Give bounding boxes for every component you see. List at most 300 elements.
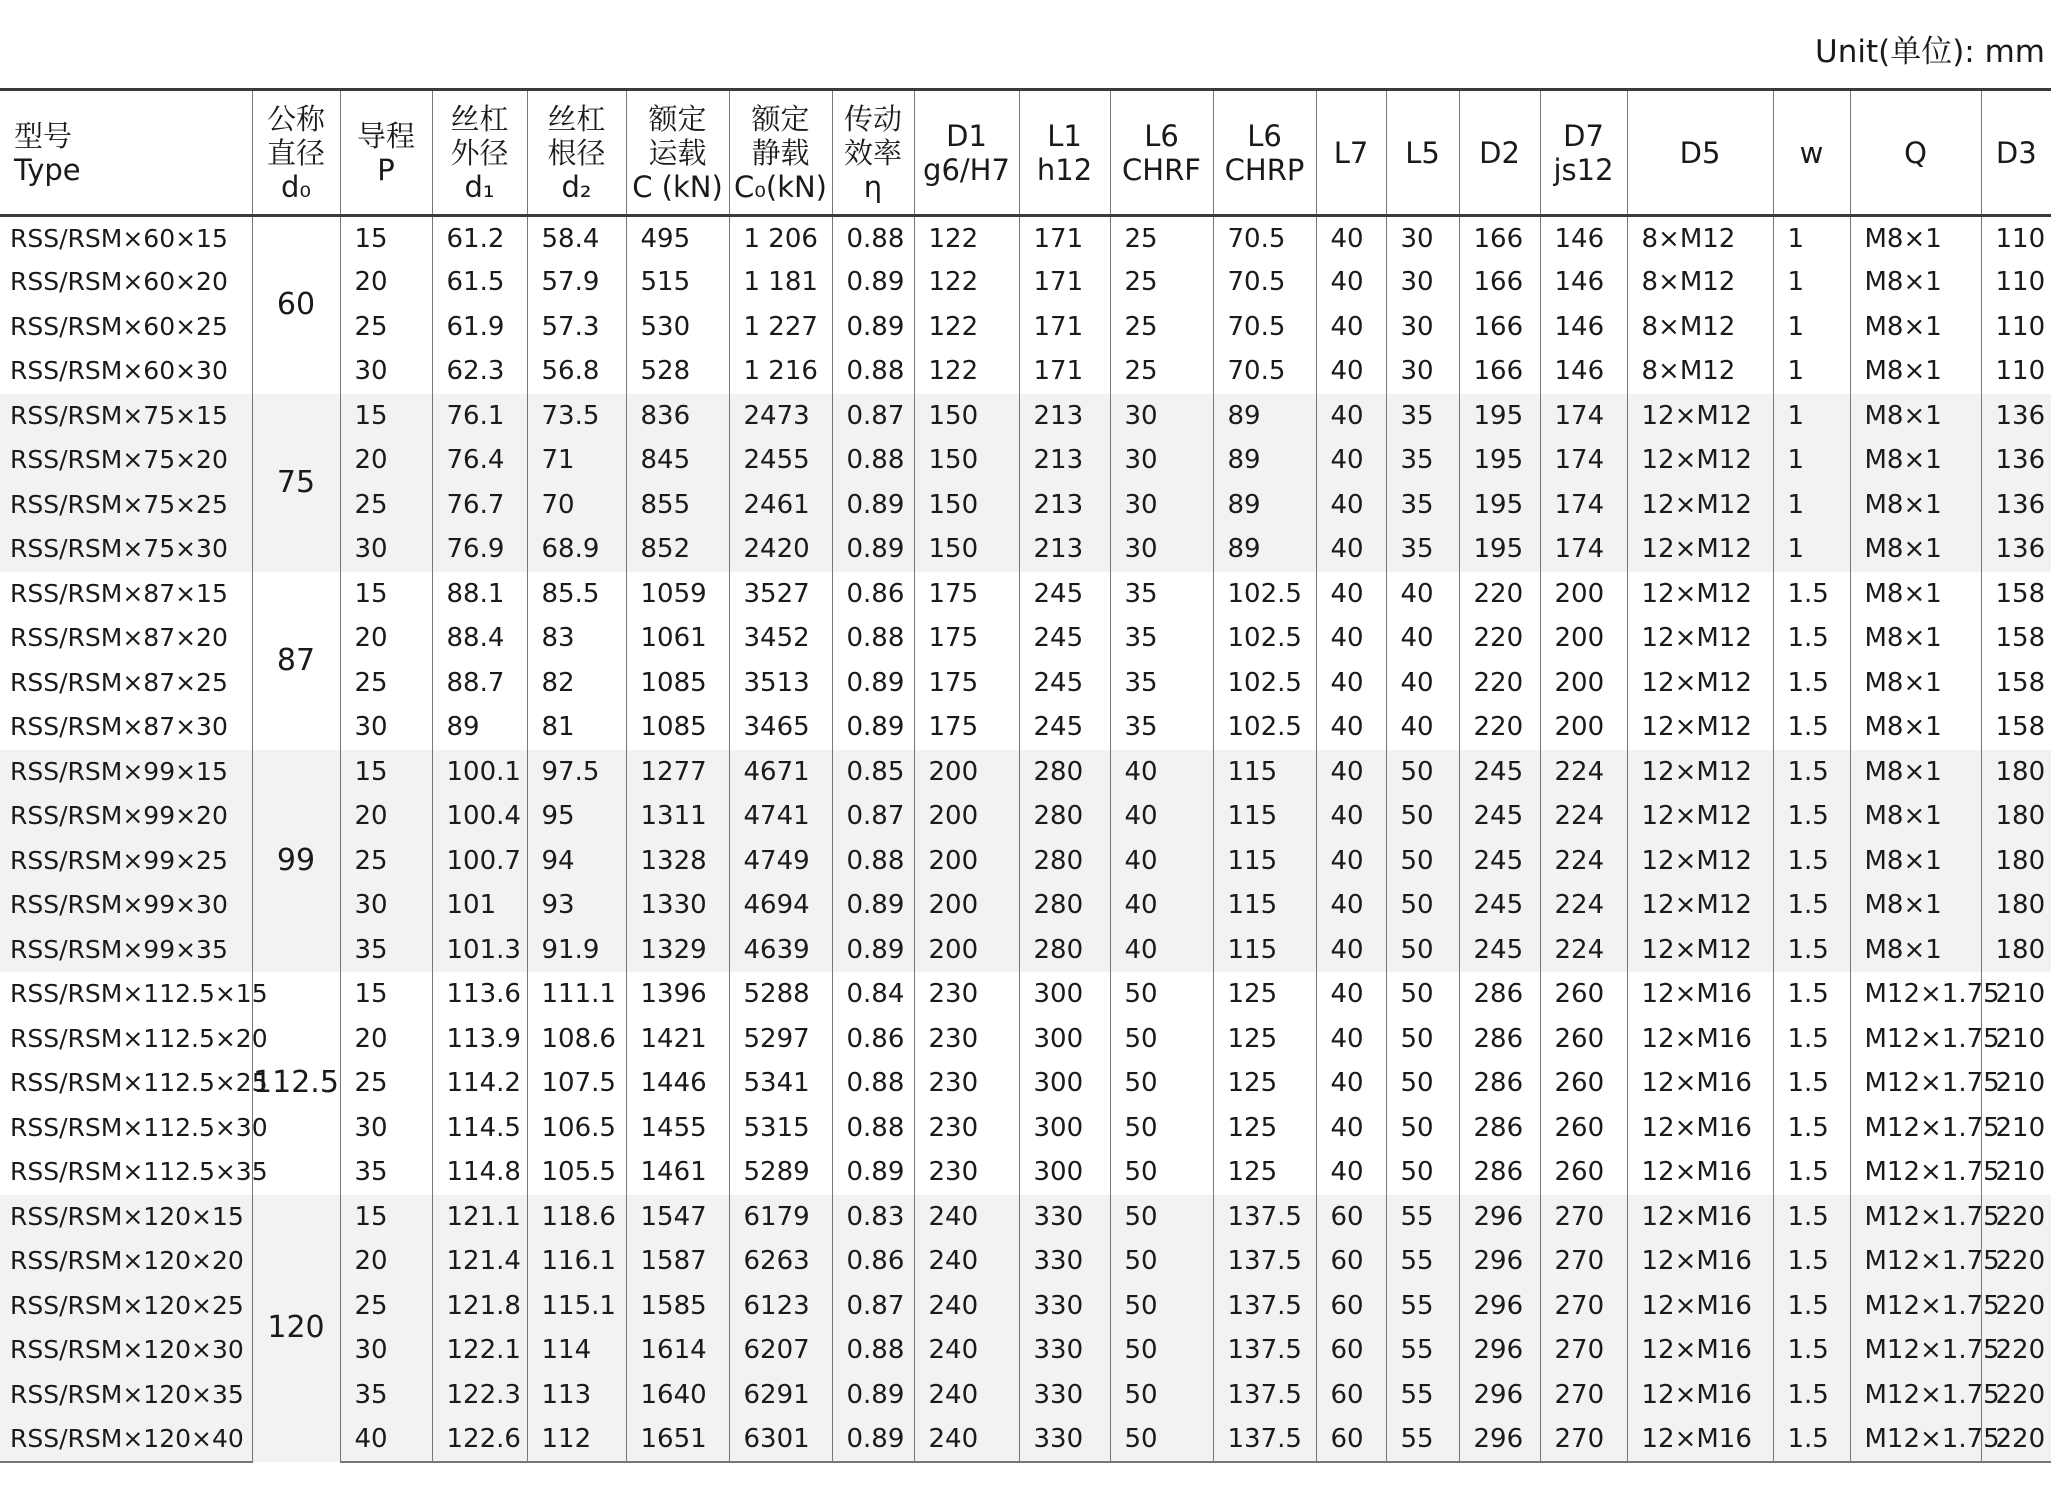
table-cell: 845 xyxy=(626,438,729,483)
table-cell: 61.5 xyxy=(432,260,527,305)
table-cell: 50 xyxy=(1386,1106,1459,1151)
column-header xyxy=(1316,90,1386,216)
table-cell: 89 xyxy=(432,705,527,750)
table-cell: 1329 xyxy=(626,928,729,973)
table-cell: 1 xyxy=(1773,438,1850,483)
table-cell: 286 xyxy=(1459,1150,1540,1195)
table-cell: 1.5 xyxy=(1773,572,1850,617)
table-cell: 1640 xyxy=(626,1373,729,1418)
table-cell: 114.8 xyxy=(432,1150,527,1195)
table-cell: 852 xyxy=(626,527,729,572)
table-cell: 70.5 xyxy=(1213,305,1316,350)
table-cell: 40 xyxy=(1110,750,1213,795)
table-cell: 6207 xyxy=(729,1328,832,1373)
table-cell: 220 xyxy=(1981,1239,2051,1284)
table-cell: 158 xyxy=(1981,616,2051,661)
type-cell: RSS/RSM×112.5×35 xyxy=(0,1150,252,1195)
table-cell: 50 xyxy=(1110,1373,1213,1418)
table-cell: 30 xyxy=(340,1106,432,1151)
type-cell: RSS/RSM×60×25 xyxy=(0,305,252,350)
table-cell: 55 xyxy=(1386,1195,1459,1240)
table-cell: 122 xyxy=(914,216,1019,261)
table-cell: 50 xyxy=(1386,1017,1459,1062)
table-cell: 40 xyxy=(1316,839,1386,884)
table-cell: M8×1 xyxy=(1850,883,1981,928)
table-cell: 200 xyxy=(1540,616,1627,661)
table-cell: 35 xyxy=(1386,438,1459,483)
column-header-line: 丝杠 xyxy=(450,101,509,136)
table-cell: 4741 xyxy=(729,794,832,839)
table-cell: 166 xyxy=(1459,260,1540,305)
table-cell: 30 xyxy=(1110,483,1213,528)
table-cell: 35 xyxy=(1110,705,1213,750)
type-cell: RSS/RSM×120×35 xyxy=(0,1373,252,1418)
table-cell: 280 xyxy=(1019,839,1110,884)
table-cell: 0.89 xyxy=(832,305,914,350)
table-cell: 95 xyxy=(527,794,626,839)
table-cell: 220 xyxy=(1459,572,1540,617)
table-cell: 89 xyxy=(1213,394,1316,439)
type-cell: RSS/RSM×112.5×30 xyxy=(0,1106,252,1151)
table-cell: 0.88 xyxy=(832,216,914,261)
column-header xyxy=(1540,90,1627,216)
table-cell: 40 xyxy=(1316,661,1386,706)
type-cell: RSS/RSM×112.5×15 xyxy=(0,972,252,1017)
table-cell: 40 xyxy=(1316,1017,1386,1062)
table-cell: 12×M16 xyxy=(1627,1239,1773,1284)
table-cell: 515 xyxy=(626,260,729,305)
table-cell: 76.9 xyxy=(432,527,527,572)
table-cell: 180 xyxy=(1981,794,2051,839)
table-cell: 40 xyxy=(1316,1061,1386,1106)
table-cell: 122 xyxy=(914,305,1019,350)
table-cell: 30 xyxy=(340,1328,432,1373)
table-cell: 118.6 xyxy=(527,1195,626,1240)
table-cell: 40 xyxy=(1316,794,1386,839)
table-cell: 1587 xyxy=(626,1239,729,1284)
table-cell: 0.88 xyxy=(832,616,914,661)
table-cell: 50 xyxy=(1386,928,1459,973)
table-cell: 60 xyxy=(1316,1417,1386,1462)
table-cell: 88.7 xyxy=(432,661,527,706)
table-cell: 50 xyxy=(1386,972,1459,1017)
table-cell: M8×1 xyxy=(1850,572,1981,617)
table-cell: 330 xyxy=(1019,1417,1110,1462)
table-cell: 1 xyxy=(1773,527,1850,572)
table-cell: 40 xyxy=(1316,349,1386,394)
column-header-line: d₂ xyxy=(561,169,592,204)
table-cell: 230 xyxy=(914,972,1019,1017)
table-cell: 200 xyxy=(914,794,1019,839)
table-cell: 40 xyxy=(1316,527,1386,572)
table-cell: M12×1.75 xyxy=(1850,1150,1981,1195)
table-cell: 1311 xyxy=(626,794,729,839)
table-cell: 122.3 xyxy=(432,1373,527,1418)
table-row xyxy=(0,216,2051,261)
table-cell: 166 xyxy=(1459,349,1540,394)
table-cell: 114 xyxy=(527,1328,626,1373)
table-cell: 50 xyxy=(1110,972,1213,1017)
table-cell: 70.5 xyxy=(1213,349,1316,394)
column-header xyxy=(626,90,729,216)
table-cell: 1 xyxy=(1773,260,1850,305)
table-cell: 25 xyxy=(340,839,432,884)
table-cell: 113.6 xyxy=(432,972,527,1017)
table-cell: 220 xyxy=(1981,1417,2051,1462)
table-cell: 836 xyxy=(626,394,729,439)
table-cell: 1651 xyxy=(626,1417,729,1462)
table-cell: 8×M12 xyxy=(1627,260,1773,305)
table-cell: 101.3 xyxy=(432,928,527,973)
table-cell: 296 xyxy=(1459,1195,1540,1240)
table-cell: 175 xyxy=(914,616,1019,661)
table-cell: 108.6 xyxy=(527,1017,626,1062)
table-cell: 106.5 xyxy=(527,1106,626,1151)
table-cell: 1.5 xyxy=(1773,1150,1850,1195)
table-cell: 55 xyxy=(1386,1328,1459,1373)
table-cell: 20 xyxy=(340,260,432,305)
table-cell: 0.86 xyxy=(832,572,914,617)
type-cell: RSS/RSM×99×20 xyxy=(0,794,252,839)
table-cell: 1.5 xyxy=(1773,661,1850,706)
table-cell: 12×M12 xyxy=(1627,928,1773,973)
type-cell: RSS/RSM×60×15 xyxy=(0,216,252,261)
column-header-line: C (kN) xyxy=(632,169,723,204)
table-cell: 240 xyxy=(914,1328,1019,1373)
table-cell: 0.89 xyxy=(832,483,914,528)
table-cell: 76.4 xyxy=(432,438,527,483)
table-cell: 260 xyxy=(1540,1017,1627,1062)
table-cell: 495 xyxy=(626,216,729,261)
table-cell: 4749 xyxy=(729,839,832,884)
table-cell: 50 xyxy=(1110,1284,1213,1329)
column-header-line: D1 xyxy=(946,118,987,153)
column-header xyxy=(914,90,1019,216)
table-cell: 50 xyxy=(1110,1017,1213,1062)
table-cell: 213 xyxy=(1019,483,1110,528)
nominal-diameter-cell: 99 xyxy=(252,750,340,973)
table-cell: 296 xyxy=(1459,1284,1540,1329)
table-cell: 55 xyxy=(1386,1417,1459,1462)
column-header xyxy=(1627,90,1773,216)
table-cell: 210 xyxy=(1981,1061,2051,1106)
table-cell: 280 xyxy=(1019,750,1110,795)
table-cell: 0.87 xyxy=(832,794,914,839)
table-row xyxy=(0,750,2051,795)
table-cell: 180 xyxy=(1981,883,2051,928)
table-cell: 296 xyxy=(1459,1373,1540,1418)
table-cell: 1330 xyxy=(626,883,729,928)
table-cell: 137.5 xyxy=(1213,1328,1316,1373)
table-cell: 12×M12 xyxy=(1627,750,1773,795)
table-cell: 12×M16 xyxy=(1627,1328,1773,1373)
table-cell: 1 xyxy=(1773,483,1850,528)
type-cell: RSS/RSM×87×30 xyxy=(0,705,252,750)
table-cell: 115 xyxy=(1213,839,1316,884)
table-cell: 245 xyxy=(1459,750,1540,795)
table-cell: 245 xyxy=(1459,839,1540,884)
table-cell: 0.89 xyxy=(832,1150,914,1195)
table-cell: 280 xyxy=(1019,883,1110,928)
type-cell: RSS/RSM×99×35 xyxy=(0,928,252,973)
table-cell: 224 xyxy=(1540,883,1627,928)
table-cell: 1 206 xyxy=(729,216,832,261)
column-header-line: L5 xyxy=(1405,135,1440,170)
table-cell: 25 xyxy=(340,661,432,706)
table-cell: 2461 xyxy=(729,483,832,528)
column-header xyxy=(1459,90,1540,216)
table-cell: 12×M16 xyxy=(1627,1195,1773,1240)
column-header-line: 型号 xyxy=(14,118,73,153)
table-cell: 125 xyxy=(1213,1150,1316,1195)
column-header-line: D7 xyxy=(1563,118,1604,153)
type-cell: RSS/RSM×99×30 xyxy=(0,883,252,928)
type-cell: RSS/RSM×75×25 xyxy=(0,483,252,528)
table-row xyxy=(0,572,2051,617)
table-cell: 330 xyxy=(1019,1328,1110,1373)
table-cell: 230 xyxy=(914,1061,1019,1106)
table-cell: 300 xyxy=(1019,1106,1110,1151)
table-cell: 25 xyxy=(1110,216,1213,261)
table-cell: 330 xyxy=(1019,1284,1110,1329)
table-cell: 100.1 xyxy=(432,750,527,795)
table-cell: 260 xyxy=(1540,1106,1627,1151)
table-cell: 50 xyxy=(1386,839,1459,884)
table-cell: 286 xyxy=(1459,1017,1540,1062)
table-cell: 200 xyxy=(914,839,1019,884)
table-cell: 115 xyxy=(1213,794,1316,839)
table-cell: 121.8 xyxy=(432,1284,527,1329)
table-cell: 1.5 xyxy=(1773,705,1850,750)
column-header xyxy=(1850,90,1981,216)
column-header-line: 静载 xyxy=(751,135,810,170)
table-cell: 270 xyxy=(1540,1373,1627,1418)
type-cell: RSS/RSM×75×15 xyxy=(0,394,252,439)
table-cell: 220 xyxy=(1981,1284,2051,1329)
table-cell: 174 xyxy=(1540,438,1627,483)
table-cell: 70.5 xyxy=(1213,216,1316,261)
table-cell: 150 xyxy=(914,527,1019,572)
table-cell: 166 xyxy=(1459,305,1540,350)
table-cell: 110 xyxy=(1981,216,2051,261)
table-cell: 113.9 xyxy=(432,1017,527,1062)
column-header xyxy=(729,90,832,216)
table-cell: 40 xyxy=(1316,705,1386,750)
table-cell: 174 xyxy=(1540,527,1627,572)
table-cell: 30 xyxy=(1386,349,1459,394)
table-cell: 1.5 xyxy=(1773,928,1850,973)
table-cell: 40 xyxy=(340,1417,432,1462)
table-cell: 91.9 xyxy=(527,928,626,973)
table-cell: M12×1.75 xyxy=(1850,1373,1981,1418)
table-cell: 296 xyxy=(1459,1239,1540,1284)
table-cell: 1.5 xyxy=(1773,1106,1850,1151)
table-cell: 3452 xyxy=(729,616,832,661)
column-header-line: 额定 xyxy=(751,101,810,136)
table-body xyxy=(0,216,2051,1462)
table-cell: 20 xyxy=(340,1017,432,1062)
table-cell: 30 xyxy=(340,349,432,394)
table-cell: M12×1.75 xyxy=(1850,1017,1981,1062)
table-cell: M12×1.75 xyxy=(1850,1328,1981,1373)
table-cell: 12×M16 xyxy=(1627,1106,1773,1151)
table-cell: 1 xyxy=(1773,216,1850,261)
table-cell: 240 xyxy=(914,1284,1019,1329)
table-cell: 40 xyxy=(1316,572,1386,617)
table-cell: 40 xyxy=(1110,883,1213,928)
table-cell: 136 xyxy=(1981,438,2051,483)
table-cell: 40 xyxy=(1316,750,1386,795)
table-cell: 114.2 xyxy=(432,1061,527,1106)
type-cell: RSS/RSM×120×15 xyxy=(0,1195,252,1240)
column-header xyxy=(1981,90,2051,216)
table-cell: 0.88 xyxy=(832,839,914,884)
table-cell: 260 xyxy=(1540,972,1627,1017)
table-cell: 35 xyxy=(1386,483,1459,528)
table-cell: 30 xyxy=(1386,216,1459,261)
table-cell: 200 xyxy=(1540,572,1627,617)
table-cell: 180 xyxy=(1981,928,2051,973)
table-cell: 0.89 xyxy=(832,260,914,305)
table-cell: 125 xyxy=(1213,1106,1316,1151)
table-cell: 280 xyxy=(1019,928,1110,973)
table-cell: 0.87 xyxy=(832,1284,914,1329)
type-cell: RSS/RSM×87×25 xyxy=(0,661,252,706)
table-cell: 40 xyxy=(1110,794,1213,839)
table-cell: 150 xyxy=(914,438,1019,483)
column-header-line: Type xyxy=(14,152,81,187)
table-cell: 1.5 xyxy=(1773,616,1850,661)
table-cell: 40 xyxy=(1316,216,1386,261)
table-cell: 195 xyxy=(1459,438,1540,483)
table-cell: 245 xyxy=(1459,794,1540,839)
table-cell: 1.5 xyxy=(1773,972,1850,1017)
nominal-diameter-cell: 87 xyxy=(252,572,340,750)
table-cell: 245 xyxy=(1019,616,1110,661)
table-cell: 158 xyxy=(1981,661,2051,706)
column-header-line: 公称 xyxy=(266,101,325,136)
table-cell: 25 xyxy=(1110,305,1213,350)
column-header-line: 丝杠 xyxy=(547,101,606,136)
table-cell: 12×M12 xyxy=(1627,794,1773,839)
table-cell: 1585 xyxy=(626,1284,729,1329)
table-cell: 115 xyxy=(1213,928,1316,973)
table-cell: 12×M16 xyxy=(1627,1150,1773,1195)
table-cell: 60 xyxy=(1316,1195,1386,1240)
table-cell: 0.85 xyxy=(832,750,914,795)
nominal-diameter-cell: 75 xyxy=(252,394,340,572)
table-cell: 1277 xyxy=(626,750,729,795)
table-cell: 137.5 xyxy=(1213,1417,1316,1462)
table-cell: 20 xyxy=(340,1239,432,1284)
table-cell: 220 xyxy=(1459,705,1540,750)
table-cell: 40 xyxy=(1316,616,1386,661)
table-cell: 30 xyxy=(340,883,432,928)
table-cell: 4639 xyxy=(729,928,832,973)
table-cell: 30 xyxy=(340,527,432,572)
table-cell: 224 xyxy=(1540,928,1627,973)
table-cell: 2455 xyxy=(729,438,832,483)
table-cell: 220 xyxy=(1981,1195,2051,1240)
table-cell: 220 xyxy=(1981,1373,2051,1418)
table-cell: 35 xyxy=(340,1150,432,1195)
column-header-line: η xyxy=(863,169,883,204)
table-cell: 158 xyxy=(1981,572,2051,617)
table-cell: 3513 xyxy=(729,661,832,706)
table-cell: 12×M16 xyxy=(1627,1373,1773,1418)
table-cell: M8×1 xyxy=(1850,260,1981,305)
table-cell: 210 xyxy=(1981,972,2051,1017)
table-cell: 213 xyxy=(1019,438,1110,483)
table-cell: 855 xyxy=(626,483,729,528)
type-cell: RSS/RSM×120×30 xyxy=(0,1328,252,1373)
table-cell: 1.5 xyxy=(1773,1284,1850,1329)
table-cell: 0.89 xyxy=(832,928,914,973)
table-cell: 175 xyxy=(914,705,1019,750)
table-cell: 286 xyxy=(1459,1106,1540,1151)
table-cell: 101 xyxy=(432,883,527,928)
table-cell: 136 xyxy=(1981,527,2051,572)
table-cell: 245 xyxy=(1459,883,1540,928)
table-cell: 100.7 xyxy=(432,839,527,884)
table-cell: 114.5 xyxy=(432,1106,527,1151)
table-cell: 50 xyxy=(1110,1195,1213,1240)
table-cell: 40 xyxy=(1386,572,1459,617)
table-cell: 146 xyxy=(1540,349,1627,394)
table-cell: 0.88 xyxy=(832,438,914,483)
table-cell: 35 xyxy=(340,928,432,973)
type-cell: RSS/RSM×112.5×25 xyxy=(0,1061,252,1106)
table-cell: 150 xyxy=(914,483,1019,528)
table-cell: 62.3 xyxy=(432,349,527,394)
table-cell: 296 xyxy=(1459,1417,1540,1462)
table-header xyxy=(0,90,2051,216)
table-cell: 240 xyxy=(914,1195,1019,1240)
table-cell: 0.88 xyxy=(832,349,914,394)
table-cell: 122.6 xyxy=(432,1417,527,1462)
table-cell: 89 xyxy=(1213,483,1316,528)
table-cell: 85.5 xyxy=(527,572,626,617)
table-cell: 0.89 xyxy=(832,527,914,572)
table-cell: 146 xyxy=(1540,216,1627,261)
table-cell: 1 227 xyxy=(729,305,832,350)
table-cell: 180 xyxy=(1981,750,2051,795)
table-cell: 146 xyxy=(1540,305,1627,350)
table-cell: 15 xyxy=(340,972,432,1017)
table-cell: 1.5 xyxy=(1773,883,1850,928)
table-cell: 220 xyxy=(1459,616,1540,661)
table-cell: 240 xyxy=(914,1417,1019,1462)
table-cell: 40 xyxy=(1316,305,1386,350)
table-cell: 158 xyxy=(1981,705,2051,750)
table-row xyxy=(0,972,2051,1017)
table-cell: 12×M12 xyxy=(1627,394,1773,439)
table-cell: 240 xyxy=(914,1239,1019,1284)
table-cell: 175 xyxy=(914,572,1019,617)
table-cell: 25 xyxy=(340,483,432,528)
table-cell: 35 xyxy=(340,1373,432,1418)
table-cell: 88.4 xyxy=(432,616,527,661)
table-cell: M12×1.75 xyxy=(1850,1061,1981,1106)
table-cell: 2420 xyxy=(729,527,832,572)
table-cell: 1455 xyxy=(626,1106,729,1151)
table-cell: 1446 xyxy=(626,1061,729,1106)
column-header-line: 额定 xyxy=(648,101,707,136)
table-cell: 89 xyxy=(1213,438,1316,483)
table-cell: 110 xyxy=(1981,349,2051,394)
table-cell: 73.5 xyxy=(527,394,626,439)
table-cell: 102.5 xyxy=(1213,705,1316,750)
